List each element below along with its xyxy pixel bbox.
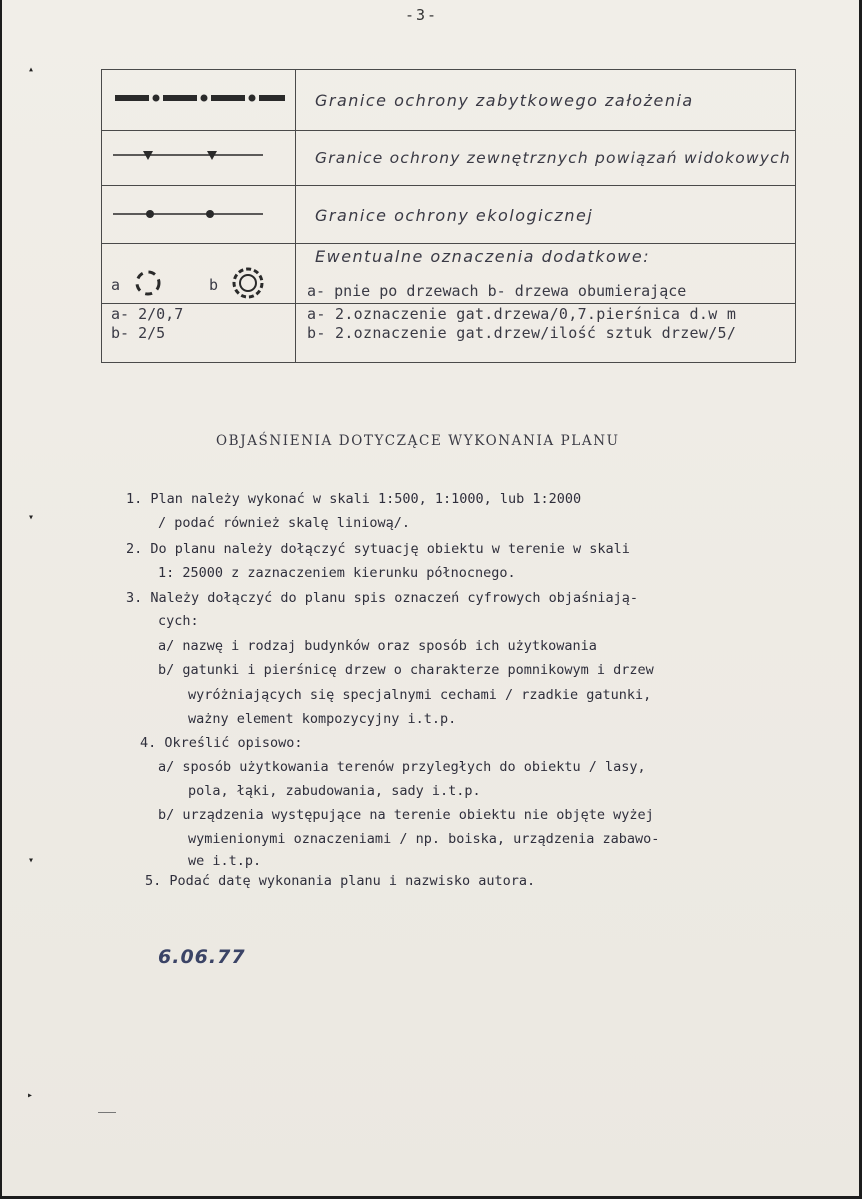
instruction-line: wymienionymi oznaczeniami / np. boiska, urządzenia zabawo- [188, 831, 660, 847]
instruction-line: b/ gatunki i pierśnicę drzew o charakterze pomnikowym i drzew [158, 662, 654, 678]
legend-middle-line [295, 69, 296, 363]
legend-extra-description: a- pnie po drzewach b- drzewa obumierające [307, 282, 687, 300]
instruction-line: 5. Podać datę wykonania planu i nazwisko autora. [145, 873, 536, 889]
instruction-line: 3. Należy dołączyć do planu spis oznaczeń cyfrowych objaśniają- [126, 590, 639, 606]
legend-bottom-line [101, 362, 796, 363]
instruction-line: 1. Plan należy wykonać w skali 1:500, 1:1000, lub 1:2000 [126, 491, 582, 507]
instruction-line: cych: [158, 613, 199, 629]
legend-row-divider [101, 303, 796, 304]
instruction-line: a/ nazwę i rodzaj budynków oraz sposób ich użytkowania [158, 638, 597, 654]
legend-top-line [101, 69, 796, 70]
instruction-line: 1: 25000 z zaznaczeniem kierunku północnego. [158, 565, 516, 581]
stump-icon [132, 267, 164, 299]
legend-label: Granice ochrony zewnętrznych powiązań widokowych [315, 149, 791, 167]
dying-tree-icon [230, 265, 266, 301]
section-heading: OBJAŚNIENIA DOTYCZĄCE WYKONANIA PLANU [216, 433, 620, 449]
legend-right-line [795, 69, 796, 363]
instruction-line: we i.t.p. [188, 853, 262, 869]
instruction-line: 2. Do planu należy dołączyć sytuację obiektu w terenie w skali [126, 541, 630, 557]
dot-boundary-icon [113, 207, 263, 221]
legend-row-divider [101, 130, 796, 131]
code-a: a- 2/0,7 [111, 305, 184, 323]
legend-extra-title: Ewentualne oznaczenia dodatkowe: [315, 247, 651, 266]
dashed-dot-boundary-icon [115, 91, 285, 105]
instruction-line: ważny element kompozycyjny i.t.p. [188, 711, 457, 727]
instruction-line: wyróżniających się specjalnymi cechami / rzadkie gatunki, [188, 687, 652, 703]
page-number: -3- [405, 6, 439, 24]
handwritten-date: 6.06.77 [158, 946, 246, 968]
instruction-line: a/ sposób użytkowania terenów przyległych do obiektu / lasy, [158, 759, 646, 775]
code-b: b- 2/5 [111, 324, 166, 342]
instruction-line: pola, łąki, zabudowania, sady i.t.p. [188, 783, 481, 799]
symbol-b-label: b [209, 276, 219, 294]
instruction-line: 4. Określić opisowo: [140, 735, 303, 751]
stray-mark [98, 1112, 116, 1113]
instruction-line: / podać również skalę liniową/. [158, 515, 410, 531]
page-left-border [0, 0, 2, 1199]
code-b-description: b- 2.oznaczenie gat.drzew/ilość sztuk drzew/5/ [307, 324, 737, 342]
legend-label: Granice ochrony ekologicznej [315, 206, 594, 225]
legend-left-line [101, 69, 102, 363]
code-a-description: a- 2.oznaczenie gat.drzewa/0,7.pierśnica d.w m [307, 305, 737, 323]
binding-mark: ▾ [28, 855, 35, 866]
binding-mark: ▸ [27, 1090, 34, 1101]
legend-label: Granice ochrony zabytkowego założenia [315, 91, 694, 110]
binding-mark: ▾ [28, 512, 35, 523]
instruction-line: b/ urządzenia występujące na terenie obiektu nie objęte wyżej [158, 807, 654, 823]
triangle-boundary-icon [113, 149, 263, 163]
symbol-a-label: a [111, 276, 121, 294]
legend-row-divider [101, 185, 796, 186]
legend-table [101, 69, 796, 363]
legend-row-divider [101, 243, 796, 244]
binding-mark: ▴ [28, 64, 35, 75]
